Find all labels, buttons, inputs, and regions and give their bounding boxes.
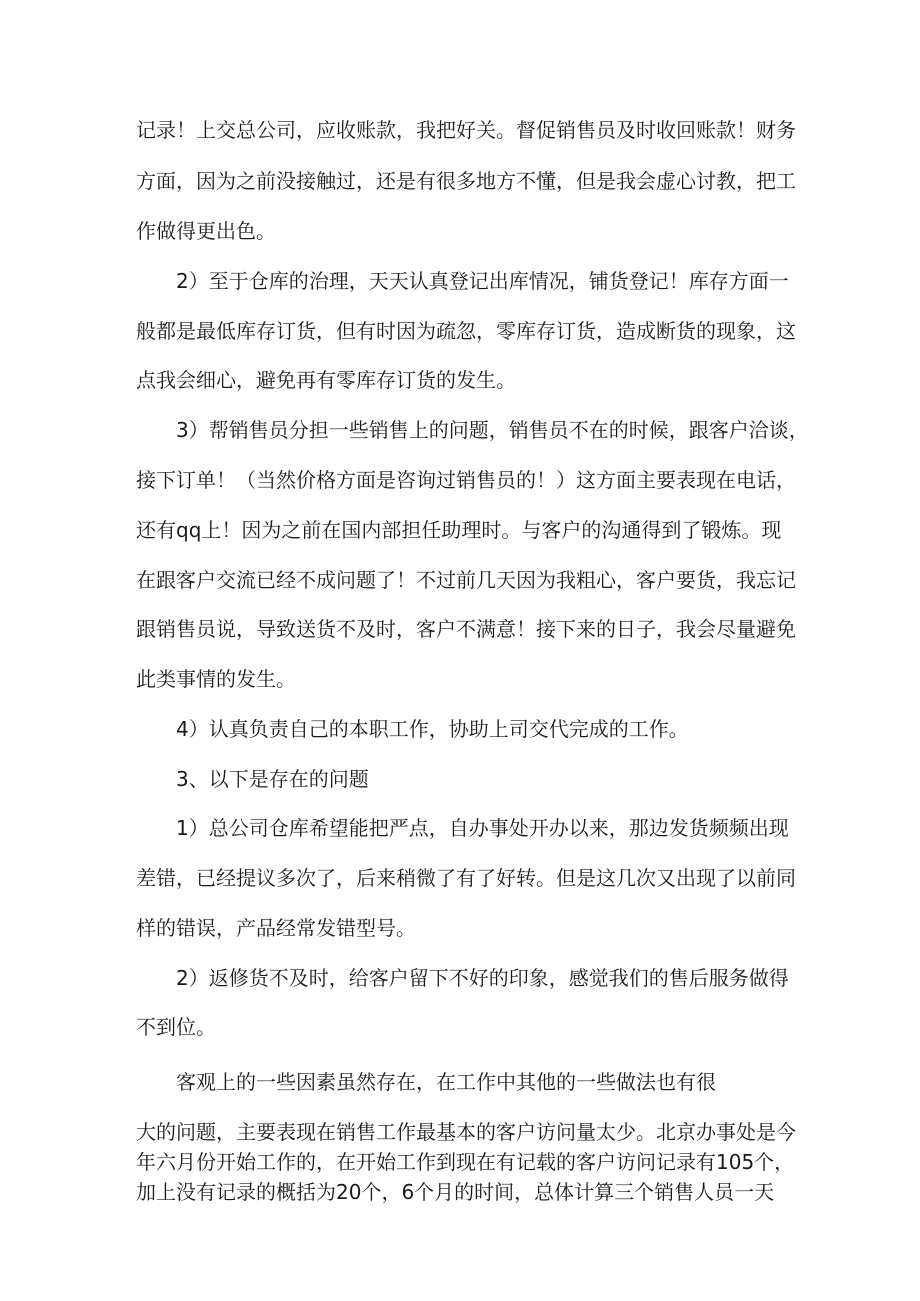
text-line-4: 2）至于仓库的治理，天天认真登记出库情况，铺货登记！库存方面一 bbox=[176, 269, 789, 293]
text-line-10: 在跟客户交流已经不成问题了！不过前几天因为我粗心，客户要货，我忘记 bbox=[136, 568, 796, 592]
text-line-17: 样的错误，产品经常发错型号。 bbox=[136, 916, 416, 940]
text-line-18: 2）返修货不及时，给客户留下不好的印象，感觉我们的售后服务做得 bbox=[176, 966, 789, 990]
text-line-1: 记录！上交总公司，应收账款，我把好关。督促销售员及时收回账款！财务 bbox=[136, 118, 796, 142]
text-line-13: 4）认真负责自己的本职工作，协助上司交代完成的工作。 bbox=[176, 717, 689, 741]
text-line-2: 方面，因为之前没接触过，还是有很多地方不懂，但是我会虚心讨教，把工 bbox=[136, 169, 796, 193]
text-line-9: 还有qq上！因为之前在国内部担任助理时。与客户的沟通得到了锻炼。现 bbox=[136, 518, 782, 542]
text-line-21: 大的问题，主要表现在销售工作最基本的客户访问量太少。北京办事处是今 bbox=[136, 1120, 796, 1144]
text-line-19: 不到位。 bbox=[136, 1015, 216, 1039]
text-line-22: 年六月份开始工作的，在开始工作到现在有记载的客户访问记录有105个， bbox=[136, 1150, 795, 1174]
text-line-14: 3、以下是存在的问题 bbox=[176, 767, 369, 791]
text-line-12: 此类事情的发生。 bbox=[136, 667, 296, 691]
text-line-16: 差错，已经提议多次了，后来稍微了有了好转。但是这几次又出现了以前同 bbox=[136, 866, 796, 890]
text-line-11: 跟销售员说，导致送货不及时，客户不满意！接下来的日子，我会尽量避免 bbox=[136, 617, 796, 641]
text-line-3: 作做得更出色。 bbox=[136, 219, 276, 243]
text-line-20: 客观上的一些因素虽然存在，在工作中其他的一些做法也有很 bbox=[176, 1070, 716, 1094]
text-line-23: 加上没有记录的概括为20个，6个月的时间，总体计算三个销售人员一天 bbox=[136, 1180, 775, 1204]
text-line-6: 点我会细心，避免再有零库存订货的发生。 bbox=[136, 368, 516, 392]
text-line-5: 般都是最低库存订货，但有时因为疏忽，零库存订货，造成断货的现象，这 bbox=[136, 319, 796, 343]
text-line-7: 3）帮销售员分担一些销售上的问题，销售员不在的时候，跟客户洽谈， bbox=[176, 418, 809, 442]
text-line-8: 接下订单！（当然价格方面是咨询过销售员的！）这方面主要表现在电话， bbox=[136, 468, 796, 492]
text-line-15: 1）总公司仓库希望能把严点，自办事处开办以来，那边发货频频出现 bbox=[176, 816, 789, 840]
